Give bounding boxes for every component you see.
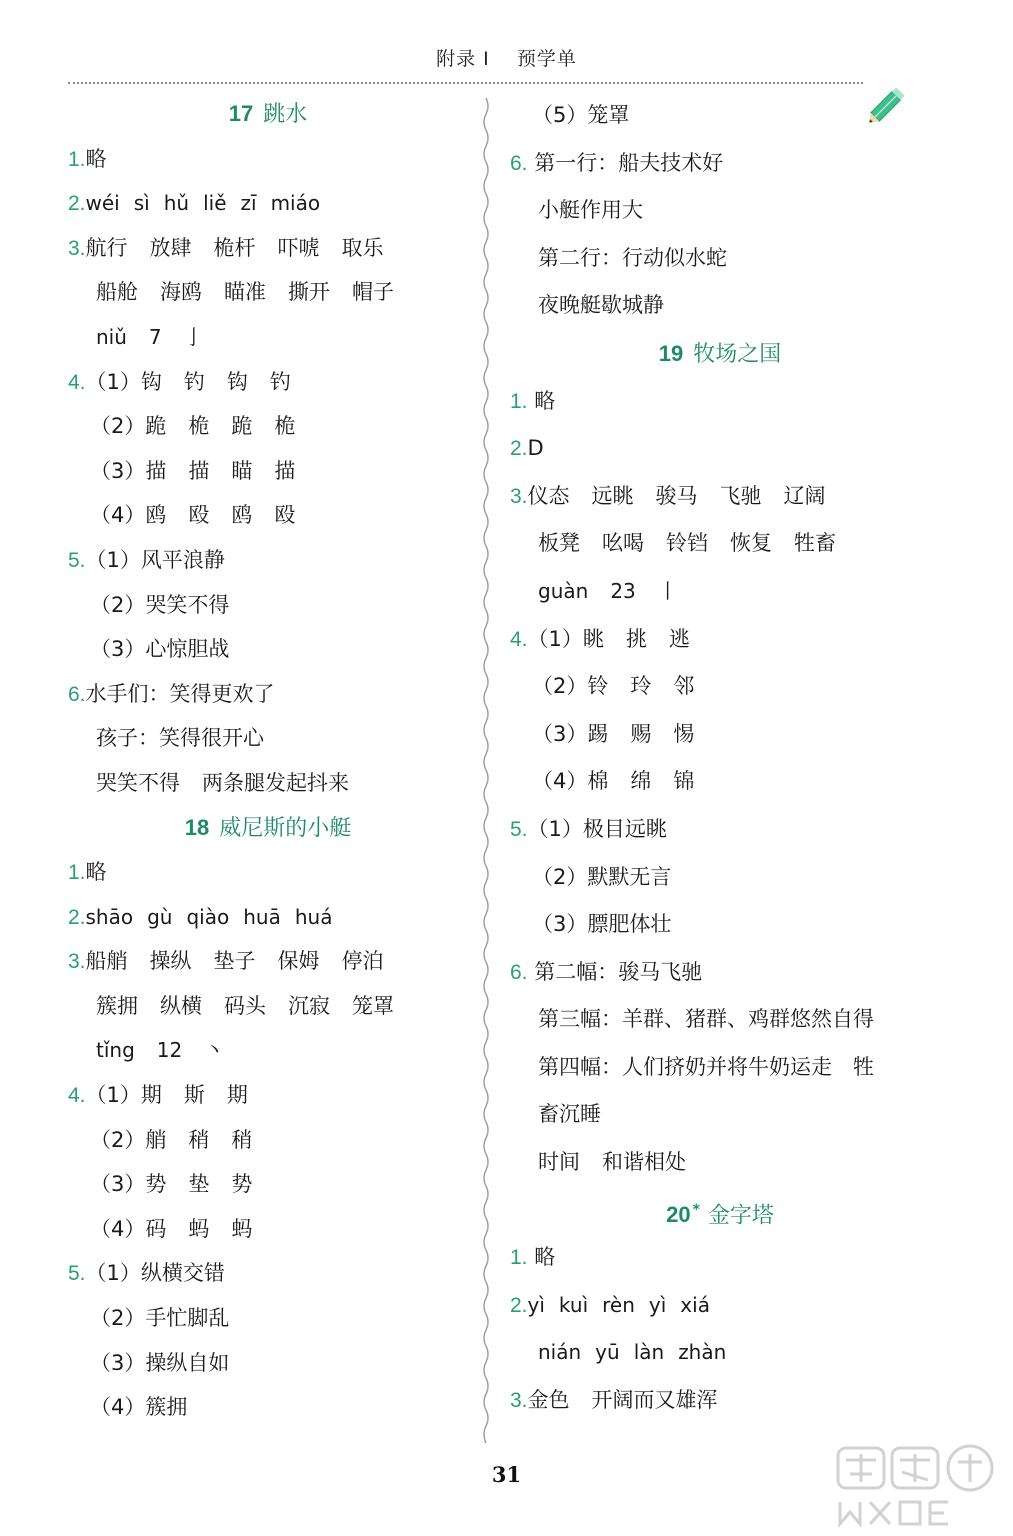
pinyin-word: kuì: [558, 1292, 589, 1317]
answer-line: [510, 473, 930, 521]
answer-word: 鸥: [145, 503, 167, 528]
answer-text: 手忙脚乱: [145, 1306, 230, 1331]
pinyin-word: liě: [203, 191, 227, 216]
answer-text: 纵横交错: [140, 1261, 225, 1286]
section-name: 跳水: [263, 102, 308, 127]
answer-word: 钓: [183, 369, 205, 394]
answer-text: D: [527, 436, 544, 461]
answer-word: 牲畜: [794, 531, 836, 556]
stroke-glyph: 亅: [183, 324, 204, 349]
sub-label: （2）: [90, 414, 146, 439]
answer-line: [68, 1118, 468, 1163]
answer-text: 开阔而又雄浑: [591, 1388, 718, 1413]
answer-word: 棉: [587, 769, 609, 794]
answer-line: [510, 1282, 930, 1330]
answer-line: [68, 672, 468, 717]
answer-word: 骏马: [655, 483, 698, 508]
answer-word: 邻: [673, 674, 695, 699]
answer-word: 绵: [630, 769, 652, 794]
section-name: 威尼斯的小艇: [219, 815, 352, 841]
answer-line: [510, 854, 930, 902]
answer-line: [68, 984, 468, 1029]
answer-line: [510, 520, 930, 568]
sub-label: （3）: [90, 637, 146, 662]
answer-word: 垫子: [213, 949, 256, 974]
answer-word: 描: [188, 458, 210, 483]
header-dotted-rule: [68, 82, 863, 84]
answer-word: 势: [231, 1172, 253, 1197]
pinyin-word: huā: [243, 904, 281, 929]
answer-line: [510, 901, 930, 949]
sub-label: （3）: [532, 721, 588, 746]
answer-word: 蚂: [231, 1216, 253, 1241]
answer-word: 恢复: [730, 531, 772, 556]
answer-line: [68, 404, 468, 449]
answer-line: [510, 568, 930, 616]
answer-text: 两条腿发起抖来: [202, 770, 349, 795]
header-title: [0, 44, 1013, 71]
sub-label: （1）: [85, 369, 141, 394]
section-title-19: [510, 330, 930, 378]
answer-text: 水手们：笑得更欢了: [85, 681, 275, 706]
answer-word: 吓唬: [277, 235, 320, 260]
pinyin-word: tǐng: [96, 1038, 135, 1063]
answer-line: [68, 1385, 468, 1430]
answer-word: 赐: [630, 721, 652, 746]
answer-line: [68, 493, 468, 538]
answer-word: 跪: [231, 414, 253, 439]
stroke-count: 7: [148, 324, 162, 349]
answer-word: 纵横: [160, 993, 202, 1018]
answer-word: 取乐: [341, 235, 384, 260]
sub-label: （1）: [85, 1083, 141, 1108]
header-appendix: 附录 I: [436, 48, 490, 70]
answer-text: 第四幅：人们挤奶并将牛奶运走 牲: [538, 1054, 874, 1079]
pinyin-word: niǔ: [96, 324, 127, 349]
section-number: 17: [228, 101, 254, 126]
answer-word: 远眺: [591, 483, 634, 508]
question-number: 2.: [510, 437, 528, 461]
question-number: 5.: [510, 817, 528, 841]
answer-word: 铃: [587, 674, 609, 699]
answer-word: 帽子: [352, 280, 394, 305]
answer-text: 夜晚艇歇城静: [538, 293, 664, 318]
stroke-count: 23: [610, 578, 636, 603]
pinyin-word: yì: [527, 1292, 545, 1317]
answer-line: [68, 939, 468, 984]
answer-word: 船舱: [96, 280, 138, 305]
answer-word: 锦: [673, 769, 695, 794]
answer-word: 沉寂: [288, 993, 330, 1018]
answer-word: 踢: [587, 721, 609, 746]
sub-label: （2）: [90, 1127, 146, 1152]
answer-line: [510, 758, 930, 806]
page-header: [0, 40, 1013, 80]
question-number: 2.: [68, 192, 86, 216]
question-number: 1.: [68, 147, 86, 171]
answer-text: 极目远眺: [582, 816, 667, 841]
answer-line: [510, 140, 930, 188]
answer-line: [510, 1329, 930, 1377]
answer-word: 码: [145, 1216, 167, 1241]
answer-word: 吆喝: [602, 531, 644, 556]
answer-text: 畜沉睡: [538, 1102, 601, 1127]
section-name: 牧场之国: [693, 341, 782, 367]
answer-word: 放肆: [149, 235, 192, 260]
answer-word: 挑: [625, 626, 647, 651]
answer-word: 桅杆: [213, 235, 256, 260]
answer-line: [510, 378, 930, 426]
answer-word: 鸥: [231, 503, 253, 528]
answer-line: [68, 1251, 468, 1296]
answer-line: [68, 181, 468, 226]
answer-word: 眺: [582, 626, 604, 651]
stroke-glyph: 丨: [657, 578, 678, 603]
sub-label: （2）: [90, 1306, 146, 1331]
answer-word: 瞄准: [224, 280, 266, 305]
answer-line: [510, 425, 930, 473]
answer-line: [68, 1162, 468, 1207]
answer-word: 钓: [269, 369, 291, 394]
pinyin-word: rèn: [602, 1292, 635, 1317]
answer-word: 笼罩: [352, 993, 394, 1018]
sub-label: （5）: [532, 103, 588, 127]
question-number: 4.: [68, 1084, 86, 1108]
answer-text: 和谐相处: [602, 1150, 686, 1175]
answer-word: 簇拥: [96, 993, 138, 1018]
answer-line: [510, 949, 930, 997]
answer-word: 稍: [188, 1127, 210, 1152]
pinyin-word: miáo: [270, 191, 321, 216]
answer-line: [68, 226, 468, 271]
section-title-20: [510, 1187, 930, 1235]
answer-text: 孩子：笑得很开心: [96, 726, 264, 751]
answer-word: 钩: [140, 369, 162, 394]
header-section: 预学单: [516, 48, 577, 70]
answer-text: 操纵自如: [145, 1350, 230, 1375]
answer-word: 玲: [630, 674, 652, 699]
answer-line: [510, 187, 930, 235]
answer-word: 逃: [668, 626, 690, 651]
answer-line: [510, 235, 930, 283]
answer-text: 第二行：行动似水蛇: [538, 245, 727, 270]
answer-line: [68, 538, 468, 583]
answer-word: 斯: [183, 1083, 205, 1108]
answer-text: 笼罩: [587, 103, 630, 127]
stroke-glyph: 丶: [204, 1038, 225, 1063]
answer-line: [510, 1234, 930, 1282]
answer-text: 簇拥: [145, 1395, 188, 1420]
question-number: 4.: [68, 370, 86, 394]
answer-line: [510, 616, 930, 664]
pinyin-word: shāo: [85, 904, 134, 929]
section-number: 20: [666, 1201, 691, 1227]
answer-word: 船艄: [85, 949, 128, 974]
answer-word: 停泊: [341, 949, 384, 974]
section-title-18: [68, 806, 468, 851]
answer-line: [68, 1028, 468, 1073]
answer-line: [68, 360, 468, 405]
question-number: 2.: [68, 905, 86, 929]
answer-text: 第二幅：骏马飞驰: [534, 959, 703, 984]
answer-line: [510, 806, 930, 854]
answer-line: [68, 137, 468, 182]
sub-label: （2）: [532, 674, 588, 699]
sub-label: （4）: [90, 1395, 146, 1420]
question-number: 5.: [68, 1262, 86, 1286]
question-number: 3.: [510, 1389, 528, 1413]
answer-line: [68, 583, 468, 628]
question-number: 3.: [510, 484, 528, 508]
answer-text: 哭笑不得: [96, 770, 180, 795]
answer-text: 第一行：船夫技术好: [534, 150, 724, 175]
answer-word: 垫: [188, 1172, 210, 1197]
answer-word: 蚂: [188, 1216, 210, 1241]
answer-word: 艄: [145, 1127, 167, 1152]
pinyin-word: zī: [240, 191, 257, 216]
question-number: 6.: [510, 960, 528, 984]
answer-line: [510, 1091, 930, 1139]
answer-word: 仪态: [527, 483, 570, 508]
answer-word: 惕: [673, 721, 695, 746]
sub-label: （3）: [90, 458, 146, 483]
answer-word: 瞄: [231, 458, 253, 483]
sub-label: （4）: [90, 503, 146, 528]
answer-line: [510, 1044, 930, 1092]
answer-word: 描: [145, 458, 167, 483]
pinyin-word: guàn: [538, 578, 589, 603]
question-number: 6.: [68, 682, 86, 706]
answer-word: 跪: [145, 414, 167, 439]
section-number: 19: [658, 340, 684, 366]
answer-word: 殴: [274, 503, 296, 528]
pinyin-word: sì: [133, 191, 150, 216]
sub-label: （2）: [90, 592, 146, 617]
answer-word: 势: [145, 1172, 167, 1197]
pinyin-word: zhàn: [678, 1340, 727, 1365]
answer-word: 殴: [188, 503, 210, 528]
pinyin-word: gù: [147, 904, 173, 929]
question-number: 3.: [68, 236, 86, 260]
answer-text: 略: [85, 146, 107, 171]
answer-line: [510, 92, 930, 140]
answer-word: 撕开: [288, 280, 330, 305]
sub-label: （1）: [527, 816, 583, 841]
answer-line: [68, 716, 468, 761]
pinyin-word: yū: [595, 1340, 620, 1365]
question-number: 4.: [510, 627, 528, 651]
sub-label: （2）: [532, 864, 588, 889]
answer-line: [68, 1073, 468, 1118]
sub-label: （3）: [532, 912, 588, 937]
sub-label: （1）: [85, 547, 141, 572]
question-number: 1.: [68, 861, 86, 885]
answer-line: [68, 1207, 468, 1252]
answer-text: 默默无言: [587, 864, 672, 889]
answer-line: [68, 1296, 468, 1341]
question-number: 1.: [510, 389, 528, 413]
answer-line: [510, 1377, 930, 1425]
pinyin-word: huá: [294, 904, 333, 929]
question-number: 1.: [510, 1246, 528, 1270]
answer-text: 时间: [538, 1150, 580, 1175]
answer-word: 海鸥: [160, 280, 202, 305]
section-name: 金字塔: [707, 1202, 774, 1228]
answer-word: 辽阔: [783, 483, 826, 508]
answer-word: 操纵: [149, 949, 192, 974]
sub-label: （3）: [90, 1350, 146, 1375]
answer-line: [68, 895, 468, 940]
section-title-17: [68, 92, 468, 137]
pinyin-word: xiá: [680, 1292, 710, 1317]
answer-text: 风平浪静: [140, 547, 225, 572]
answer-line: [68, 850, 468, 895]
answer-line: [68, 1341, 468, 1386]
answer-text: 第三幅：羊群、猪群、鸡群悠然自得: [538, 1007, 874, 1032]
answer-line: [510, 1139, 930, 1187]
sub-label: （4）: [532, 769, 588, 794]
answer-text: 略: [85, 860, 107, 885]
answer-line: [68, 315, 468, 360]
answer-text: 膘肥体壮: [587, 912, 672, 937]
pinyin-word: làn: [633, 1340, 665, 1365]
right-column: [510, 92, 930, 1425]
answer-word: 期: [140, 1083, 162, 1108]
answer-line: [510, 282, 930, 330]
question-number: 5.: [68, 548, 86, 572]
answer-word: 稍: [231, 1127, 253, 1152]
sub-label: （1）: [527, 626, 583, 651]
answer-text: 略: [534, 388, 556, 413]
answer-text: 小艇作用大: [538, 198, 643, 223]
answer-line: [510, 711, 930, 759]
pinyin-word: hǔ: [163, 191, 190, 216]
answer-line: [68, 449, 468, 494]
answer-word: 码头: [224, 993, 266, 1018]
answer-word: 描: [274, 458, 296, 483]
pinyin-word: nián: [538, 1340, 582, 1365]
answer-word: 航行: [85, 235, 128, 260]
sub-label: （4）: [90, 1216, 146, 1241]
answer-word: 保姆: [277, 949, 320, 974]
answer-word: 飞驰: [719, 483, 762, 508]
answer-text: 略: [534, 1245, 556, 1270]
pinyin-word: wéi: [85, 191, 120, 216]
answer-word: 铃铛: [666, 531, 708, 556]
sub-label: （3）: [90, 1172, 146, 1197]
pinyin-word: yì: [648, 1292, 667, 1317]
answer-line: [68, 761, 468, 806]
answer-text: 哭笑不得: [145, 592, 230, 617]
left-column: [68, 92, 468, 1430]
answer-word: 钩: [226, 369, 248, 394]
question-number: 3.: [68, 950, 86, 974]
answer-text: 心惊胆战: [145, 637, 230, 662]
stroke-count: 12: [156, 1038, 183, 1063]
section-number: 18: [184, 814, 210, 840]
answer-word: 期: [226, 1083, 248, 1108]
optional-star: *: [692, 1201, 700, 1218]
page-number: 31: [491, 1462, 522, 1487]
answer-text: 金色: [527, 1388, 570, 1413]
answer-line: [510, 996, 930, 1044]
question-number: 6.: [510, 151, 528, 175]
watermark-logo: [832, 1440, 1007, 1530]
answer-word: 桅: [188, 414, 210, 439]
answer-word: 板凳: [538, 531, 580, 556]
answer-word: 桅: [274, 414, 296, 439]
column-divider: [480, 98, 492, 1443]
answer-line: [68, 627, 468, 672]
answer-line: [68, 270, 468, 315]
question-number: 2.: [510, 1293, 528, 1317]
pinyin-word: qiào: [186, 904, 230, 929]
sub-label: （1）: [85, 1261, 141, 1286]
answer-line: [510, 663, 930, 711]
